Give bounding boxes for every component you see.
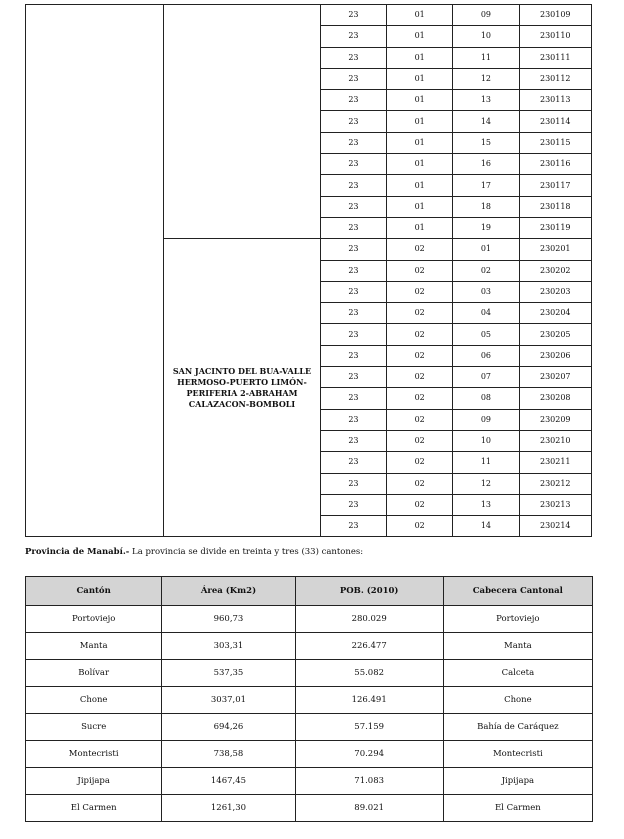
canton-code-cell: 02 <box>387 239 453 260</box>
cabecera-cell: Manta <box>443 633 592 660</box>
area-cell: 3037,01 <box>162 687 295 714</box>
canton-code-cell: 02 <box>387 388 453 409</box>
full-code-cell: 230206 <box>519 345 591 366</box>
parish-code-cell: 12 <box>453 68 519 89</box>
parish-code-cell: 10 <box>453 430 519 451</box>
parish-code-cell: 12 <box>453 473 519 494</box>
province-code-cell: 23 <box>320 409 386 430</box>
population-cell: 71.083 <box>295 768 443 795</box>
parish-code-cell: 13 <box>453 90 519 111</box>
province-code-cell: 23 <box>320 90 386 111</box>
parish-group-1-name <box>164 5 321 239</box>
province-code-cell: 23 <box>320 281 386 302</box>
canton-cell: Jipijapa <box>26 768 162 795</box>
cabecera-cell: Jipijapa <box>443 768 592 795</box>
parish-code-cell: 02 <box>453 260 519 281</box>
table-row <box>26 660 593 687</box>
canton-code-cell: 01 <box>387 196 453 217</box>
parish-code-cell: 01 <box>453 239 519 260</box>
canton-code-cell: 01 <box>387 154 453 175</box>
parish-code-cell: 09 <box>453 409 519 430</box>
province-code-cell: 23 <box>320 494 386 515</box>
full-code-cell: 230117 <box>519 175 591 196</box>
parish-code-cell: 14 <box>453 516 519 537</box>
province-code-cell: 23 <box>320 303 386 324</box>
canton-cell: Manta <box>26 633 162 660</box>
province-code-cell: 23 <box>320 367 386 388</box>
parish-code-cell: 05 <box>453 324 519 345</box>
canton-code-cell: 01 <box>387 175 453 196</box>
full-code-cell: 230201 <box>519 239 591 260</box>
cabecera-cell: El Carmen <box>443 795 592 822</box>
province-code-cell: 23 <box>320 111 386 132</box>
canton-cell: Montecristi <box>26 741 162 768</box>
cantons-table <box>25 576 593 822</box>
canton-code-cell: 01 <box>387 90 453 111</box>
canton-code-cell: 02 <box>387 452 453 473</box>
canton-code-cell: 01 <box>387 111 453 132</box>
area-cell: 1261,30 <box>162 795 295 822</box>
full-code-cell: 230211 <box>519 452 591 473</box>
full-code-cell: 230209 <box>519 409 591 430</box>
table-row <box>26 5 592 26</box>
table-row <box>26 714 593 741</box>
population-cell: 70.294 <box>295 741 443 768</box>
population-cell: 55.082 <box>295 660 443 687</box>
cabecera-cell: Bahía de Caráquez <box>443 714 592 741</box>
table-row <box>26 768 593 795</box>
cabecera-cell: Calceta <box>443 660 592 687</box>
parish-code-cell: 03 <box>453 281 519 302</box>
full-code-cell: 230111 <box>519 47 591 68</box>
area-cell: 960,73 <box>162 606 295 633</box>
canton-cell: Sucre <box>26 714 162 741</box>
province-code-cell: 23 <box>320 430 386 451</box>
canton-code-cell: 02 <box>387 303 453 324</box>
province-code-cell: 23 <box>320 68 386 89</box>
canton-code-cell: 01 <box>387 47 453 68</box>
parish-code-cell: 11 <box>453 47 519 68</box>
province-code-cell: 23 <box>320 388 386 409</box>
province-code-cell: 23 <box>320 217 386 238</box>
canton-cell: El Carmen <box>26 795 162 822</box>
table-row <box>26 795 593 822</box>
canton-code-cell: 01 <box>387 132 453 153</box>
parish-code-cell: 11 <box>453 452 519 473</box>
province-caption <box>25 547 363 557</box>
canton-code-cell: 01 <box>387 26 453 47</box>
canton-code-cell: 02 <box>387 516 453 537</box>
canton-code-cell: 02 <box>387 473 453 494</box>
population-cell: 89.021 <box>295 795 443 822</box>
full-code-cell: 230213 <box>519 494 591 515</box>
canton-code-cell: 02 <box>387 409 453 430</box>
header-cabecera: Cabecera Cantonal <box>443 577 592 606</box>
full-code-cell: 230212 <box>519 473 591 494</box>
area-cell: 1467,45 <box>162 768 295 795</box>
full-code-cell: 230113 <box>519 90 591 111</box>
full-code-cell: 230210 <box>519 430 591 451</box>
area-cell: 694,26 <box>162 714 295 741</box>
header-canton: Cantón <box>26 577 162 606</box>
cantons-body <box>26 606 593 822</box>
canton-code-cell: 02 <box>387 281 453 302</box>
province-code-cell: 23 <box>320 132 386 153</box>
full-code-cell: 230114 <box>519 111 591 132</box>
parish-code-cell: 07 <box>453 367 519 388</box>
canton-code-cell: 02 <box>387 367 453 388</box>
area-cell: 303,31 <box>162 633 295 660</box>
province-code-cell: 23 <box>320 345 386 366</box>
province-code-cell: 23 <box>320 516 386 537</box>
province-code-cell: 23 <box>320 452 386 473</box>
area-cell: 537,35 <box>162 660 295 687</box>
canton-code-cell: 01 <box>387 217 453 238</box>
full-code-cell: 230119 <box>519 217 591 238</box>
province-code-cell: 23 <box>320 5 386 26</box>
header-population: POB. (2010) <box>295 577 443 606</box>
parish-codes-body <box>26 5 592 537</box>
cantons-header-row <box>26 577 593 606</box>
full-code-cell: 230202 <box>519 260 591 281</box>
canton-code-cell: 01 <box>387 68 453 89</box>
province-code-cell: 23 <box>320 239 386 260</box>
full-code-cell: 230214 <box>519 516 591 537</box>
parish-code-cell: 17 <box>453 175 519 196</box>
province-code-cell: 23 <box>320 26 386 47</box>
canton-code-cell: 02 <box>387 494 453 515</box>
province-code-cell: 23 <box>320 196 386 217</box>
table-row <box>26 741 593 768</box>
full-code-cell: 230116 <box>519 154 591 175</box>
canton-code-cell: 02 <box>387 324 453 345</box>
canton-code-cell: 02 <box>387 345 453 366</box>
full-code-cell: 230110 <box>519 26 591 47</box>
parish-code-cell: 06 <box>453 345 519 366</box>
table-row <box>26 606 593 633</box>
cabecera-cell: Portoviejo <box>443 606 592 633</box>
full-code-cell: 230207 <box>519 367 591 388</box>
full-code-cell: 230112 <box>519 68 591 89</box>
province-code-cell: 23 <box>320 154 386 175</box>
cabecera-cell: Montecristi <box>443 741 592 768</box>
parish-code-cell: 19 <box>453 217 519 238</box>
parish-code-cell: 15 <box>453 132 519 153</box>
parish-code-cell: 18 <box>453 196 519 217</box>
population-cell: 126.491 <box>295 687 443 714</box>
province-code-cell: 23 <box>320 47 386 68</box>
canton-cell: Bolívar <box>26 660 162 687</box>
province-caption-bold: Provincia de Manabí.- <box>25 547 130 557</box>
province-code-cell: 23 <box>320 473 386 494</box>
canton-cell: Portoviejo <box>26 606 162 633</box>
population-cell: 57.159 <box>295 714 443 741</box>
full-code-cell: 230115 <box>519 132 591 153</box>
parish-group-2-name: SAN JACINTO DEL BUA-VALLE HERMOSO-PUERTO LIMÓN-PERIFERIA 2-ABRAHAM CALAZACON-BOMBOLI <box>164 239 321 537</box>
population-cell: 280.029 <box>295 606 443 633</box>
parish-code-cell: 13 <box>453 494 519 515</box>
parish-code-cell: 09 <box>453 5 519 26</box>
parish-code-cell: 14 <box>453 111 519 132</box>
full-code-cell: 230204 <box>519 303 591 324</box>
full-code-cell: 230208 <box>519 388 591 409</box>
full-code-cell: 230205 <box>519 324 591 345</box>
cabecera-cell: Chone <box>443 687 592 714</box>
full-code-cell: 230203 <box>519 281 591 302</box>
empty-column-cell <box>26 5 164 537</box>
canton-code-cell: 01 <box>387 5 453 26</box>
table-row <box>26 633 593 660</box>
canton-code-cell: 02 <box>387 260 453 281</box>
population-cell: 226.477 <box>295 633 443 660</box>
province-code-cell: 23 <box>320 324 386 345</box>
parish-code-cell: 16 <box>453 154 519 175</box>
parish-codes-table <box>25 4 592 537</box>
full-code-cell: 230118 <box>519 196 591 217</box>
province-caption-text: La provincia se divide en treinta y tres (33) cantones: <box>129 547 364 557</box>
province-code-cell: 23 <box>320 260 386 281</box>
parish-code-cell: 04 <box>453 303 519 324</box>
province-code-cell: 23 <box>320 175 386 196</box>
parish-code-cell: 08 <box>453 388 519 409</box>
table-row <box>26 687 593 714</box>
area-cell: 738,58 <box>162 741 295 768</box>
parish-code-cell: 10 <box>453 26 519 47</box>
full-code-cell: 230109 <box>519 5 591 26</box>
canton-code-cell: 02 <box>387 430 453 451</box>
header-area: Área (Km2) <box>162 577 295 606</box>
canton-cell: Chone <box>26 687 162 714</box>
